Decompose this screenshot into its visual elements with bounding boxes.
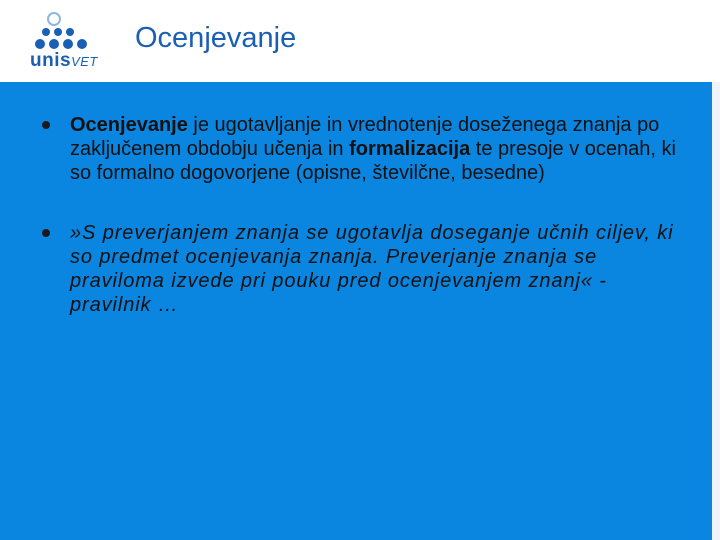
slide-header bbox=[0, 0, 720, 82]
term-formalizacija: formalizacija bbox=[349, 138, 471, 160]
logo-wordmark bbox=[30, 50, 98, 72]
definition-text-b: te presoje v ocenah, ki so formalno dogovorjene (opisne, številčne, besedne) bbox=[70, 138, 676, 184]
definition-text-a: je ugotavljanje in vrednotenje doseženega znanja po zaključenem obdobju učenja in bbox=[70, 114, 660, 160]
bullet-definition bbox=[40, 113, 690, 185]
logo-main-text: unis bbox=[30, 50, 72, 71]
bullet-quote bbox=[40, 221, 690, 317]
bullet-list bbox=[40, 113, 690, 353]
logo-sub-text: VET bbox=[71, 54, 98, 69]
bullet-dot-icon bbox=[42, 229, 50, 237]
quote-text: »S preverjanjem znanja se ugotavlja doseganje učnih ciljev, ki so predmet ocenjevanja znanja. Preverjanje znanja se praviloma izvede pri pouku pred ocenjevanjem znanj« - pravilnik … bbox=[70, 222, 674, 316]
term-ocenjevanje: Ocenjevanje bbox=[70, 114, 188, 136]
bullet-dot-icon bbox=[42, 121, 50, 129]
slide-title: Ocenjevanje bbox=[135, 22, 297, 54]
unisvet-logo bbox=[30, 10, 126, 74]
